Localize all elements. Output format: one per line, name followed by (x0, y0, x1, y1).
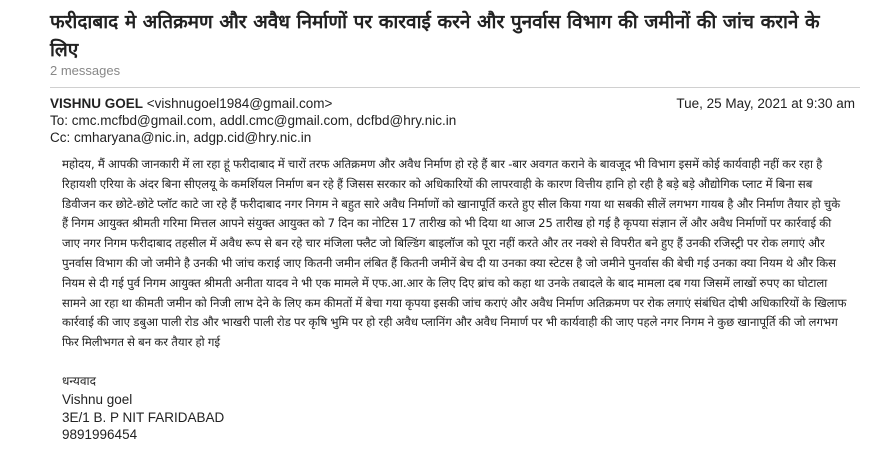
sender-name[interactable]: VISHNU GOEL (50, 96, 144, 111)
signature-phone[interactable]: 9891996454 (62, 427, 138, 443)
thread-subject: फरीदाबाद मे अतिक्रमण और अवैध निर्माणों पर कारवाई करने और पुनर्वास विभाग की जमीनों की जांच कराने के लिए (50, 11, 820, 61)
signature-name: Vishnu goel (62, 391, 133, 407)
message-count: 2 messages (50, 63, 121, 78)
signature (62, 373, 224, 444)
divider (50, 87, 860, 88)
signature-address: 3E/1 B. P NIT FARIDABAD (62, 409, 225, 425)
cc-recipients: Cc: cmharyana@nic.in, adgp.cid@hry.nic.in (50, 130, 312, 145)
to-recipients: To: cmc.mcfbd@gmail.com, addl.cmc@gmail.com, dcfbd@hry.nic.in (50, 113, 457, 128)
closing-text: धन्यवाद (62, 374, 97, 388)
message-body: महोदय, मैं आपकी जानकारी में ला रहा हूं फरीदाबाद में चारों तरफ अतिक्रमण और अवैध निर्माण हो रहे हैं बार -बार अवगत कराने के बावजूद भी विभाग इसमें कोई कार्यवाही नहीं कर रहा है रिहायशी एरिया के अंदर बिना सीएलयू के कमर्शियल निर्माण बन रहे हैं जिसस सरकार को अधिकारियों की लापरवाही के कारण वित्तीय हानि हो रही है बड़े बड़े औद्योगिक प्लाट में बिना सब डिवीजन कर छोटे-छोटे प्लॉट काटे जा रहे हैं फरीदाबाद नगर निगम ने बहुत सारे अवैध निर्माणों को खानापूर्ति करते हुए सील किया गया था सबकी सीलें लगभग गायब है और निर्माण तैयार हो चुके हैं निगम आयुक्त श्रीमती गरिमा मित्तल आपने संयुक्त आयुक्त को 7 दिन का नोटिस 17 तारीख को भी दिया था आज 25 तारीख हो गई है कृपया संज्ञान लें और अवैध निर्माणों पर कार्रवाई की जाए नगर निगम फरीदाबाद तहसील में अवैध रूप से बन रहे चार मंजिला फ्लैट जो बिल्डिंग बाइलॉज को पूरा नहीं करते और तर नक्शे से विपरीत बने हुए हैं उनकी रजिस्ट्री पर रोक लगाएं और पुनर्वास विभाग की जो जमीने है उनकी भी जांच कराई जाए कितनी जमीन लंबित हैं कितनी जमीनें बेच दी या उनका क्या स्टेटस है जो जमीने पुनर्वास की बेची गई उनका क्या नियम थे और किस नियम से दी गई पुर्व निगम आयुक्त श्रीमती अनीता यादव ने भी एक मामले में एफ.आ.आर के लिए दिए ब्रांच को कहा था उनके तबादले के बाद मामला दब गया जिसमें लाखों रुपए का घोटाला सामने आ रहा था कीमती जमीन को निजी लाभ देने के लिए कम कीमतों में बेचा गया कृपया इसकी जांच कराएं और अवैध निर्माण अतिक्रमण पर रोक लगाएं संबंधित दोषी अधिकारियों के खिलाफ कार्रवाई की जाए डबुआ पाली रोड और भाखरी पाली रोड पर कृषि भुमि पर हो रही अवैध प्लानिंग और अवैध निमार्ण पर भी कार्यवाही की जाए पहले नगर निगम ने कुछ खानापूर्ति की जो लगभग फिर मिलीभगत से बन कर तैयार हो गई (62, 157, 847, 350)
sender-email[interactable]: <vishnugoel1984@gmail.com> (146, 96, 333, 111)
message-header (50, 95, 855, 112)
message-date: Tue, 25 May, 2021 at 9:30 am (676, 96, 855, 111)
